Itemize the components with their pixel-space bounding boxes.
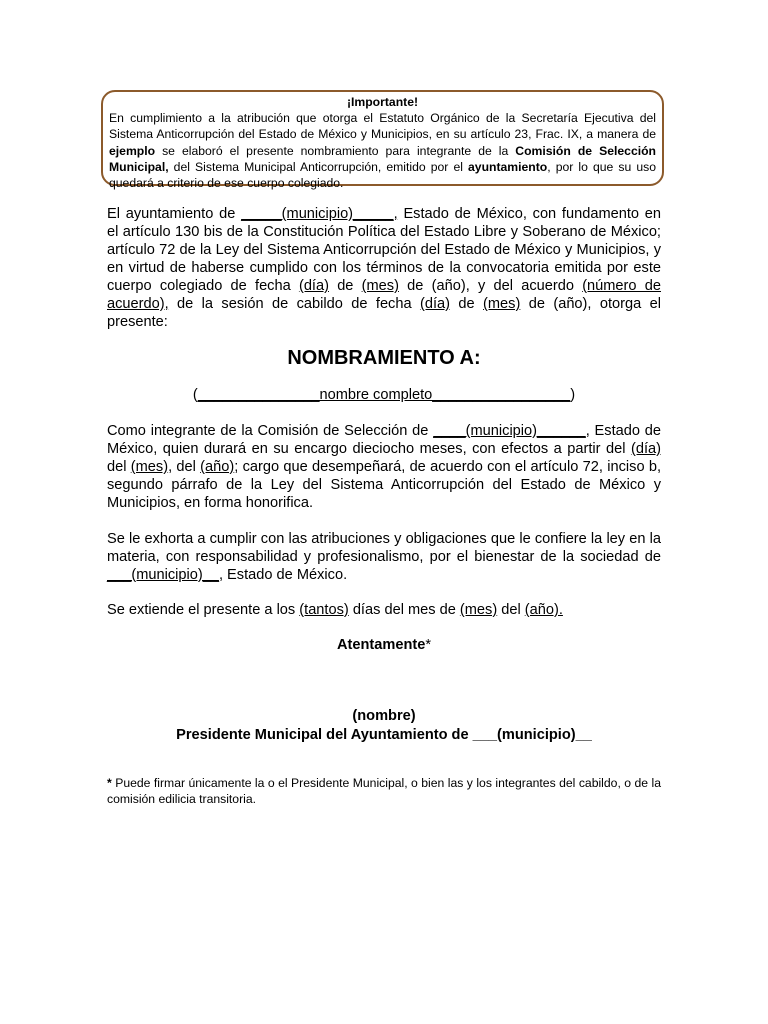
- notice-text: [109, 110, 656, 191]
- preamble-text-e: de la sesión de cabildo de fecha: [168, 296, 420, 312]
- closing-label: Atentamente: [336, 637, 426, 653]
- notice-bold-comision: Comisión de Selección Municipal,: [109, 143, 656, 174]
- preamble-text-f: de: [450, 296, 484, 312]
- notice-text-2: se elaboró el presente nombramiento para integrante de la: [155, 143, 516, 158]
- municipio-field-3: ___(municipio)__: [107, 567, 219, 583]
- dia-field-3: (día): [630, 441, 661, 457]
- notice-bold-ayuntamiento: ayuntamiento: [468, 159, 548, 174]
- extension-text-a: Se extiende el presente a los: [107, 602, 300, 618]
- designation-text-e: ; cargo que desempeñará, de acuerdo con el artículo 72, inciso b, segundo párrafo de la Ley del Sistema Anticorrupción del Estado de México y Municipios, en forma honorifica.: [107, 459, 662, 511]
- extension-text-c: del: [497, 602, 525, 618]
- dia-field-2: (día): [419, 296, 450, 312]
- preamble-text-g: de (año), otorga el presente:: [107, 296, 661, 330]
- designation-text-c: del: [107, 459, 131, 475]
- municipio-field-2: ____(municipio)______: [433, 423, 586, 439]
- municipio-field: _____(municipio)_____,: [241, 206, 398, 222]
- mes-field: (mes): [361, 278, 399, 294]
- designation-text-d: , del: [168, 459, 201, 475]
- notice-text-4: , por lo que su uso quedará a criterio de ese cuerpo colegiado.: [109, 159, 656, 191]
- extension-text-b: días del mes de: [348, 602, 460, 618]
- mes-field-2: (mes): [483, 296, 521, 312]
- preamble-text-b: Estado de México, con fundamento en el artículo 130 bis de la Constitución Política del Estado Libre y Soberano de México; artículo 72 de la Ley del Sistema Anticorrupción del Estado de México y Municipios, y en virtud de haberse cumplido con los términos de la convocatoria emitida por este cuerpo colegiado de fecha: [107, 206, 661, 294]
- exhortation-text-a: Se le exhorta a cumplir con las atribuciones y obligaciones que le confiere la ley en la materia, con responsabilidad y profesionalismo, por el bienestar de la sociedad de: [107, 531, 661, 565]
- footnote: [107, 775, 661, 807]
- footnote-asterisk: *: [107, 776, 112, 790]
- mes-field-4: (mes): [459, 602, 498, 618]
- signer-title: Presidente Municipal del Ayuntamiento de ___(municipio)__: [176, 727, 592, 743]
- preamble-text-a: El ayuntamiento de: [107, 206, 242, 222]
- closing-line: [0, 637, 768, 653]
- nombre-completo-line: [0, 387, 768, 403]
- closing-asterisk: *: [425, 637, 432, 653]
- tantos-field: (tantos): [299, 602, 349, 618]
- notice-bold-ejemplo: ejemplo: [109, 143, 156, 158]
- paragraph-designation: [107, 422, 661, 512]
- document-heading: NOMBRAMIENTO A:: [287, 347, 481, 369]
- exhortation-text-b: , Estado de México.: [218, 567, 348, 583]
- important-notice-box: [101, 90, 664, 191]
- paren-open: (: [192, 387, 198, 403]
- notice-title: ¡Importante!: [346, 95, 419, 109]
- mes-field-3: (mes): [130, 459, 169, 475]
- designation-text-a: Como integrante de la Comisión de Selección de: [107, 423, 434, 439]
- preamble-text-c: de: [328, 278, 362, 294]
- signer-name: (nombre): [352, 708, 416, 724]
- anio-field-2: (año).: [524, 602, 563, 618]
- acuerdo-field: (número de acuerdo),: [107, 278, 661, 312]
- footnote-text: Puede firmar únicamente la o el Presidente Municipal, o bien las y los integrantes del cabildo, o de la comisión edilicia transitoria.: [107, 776, 661, 807]
- notice-text-1: En cumplimiento a la atribución que otorga el Estatuto Orgánico de la Secretaría Ejecutiva del Sistema Anticorrupción del Estado de México y Municipios, en su artículo 23, Frac. IX, a manera de: [109, 111, 656, 142]
- paragraph-exhortation: [107, 530, 661, 584]
- paragraph-preamble: [107, 205, 661, 331]
- dia-field: (día): [298, 278, 329, 294]
- preamble-text-d: de (año), y del acuerdo: [398, 278, 583, 294]
- notice-text-3: del Sistema Municipal Anticorrupción, emitido por el: [168, 159, 469, 174]
- designation-text-b: , Estado de México, quien durará en su encargo dieciocho meses, con efectos a partir del: [107, 423, 661, 457]
- paragraph-extension: [107, 601, 661, 619]
- nombre-completo-field: _______________nombre completo_________________: [197, 387, 571, 403]
- paren-close: ): [570, 387, 576, 403]
- anio-field: (año): [200, 459, 235, 475]
